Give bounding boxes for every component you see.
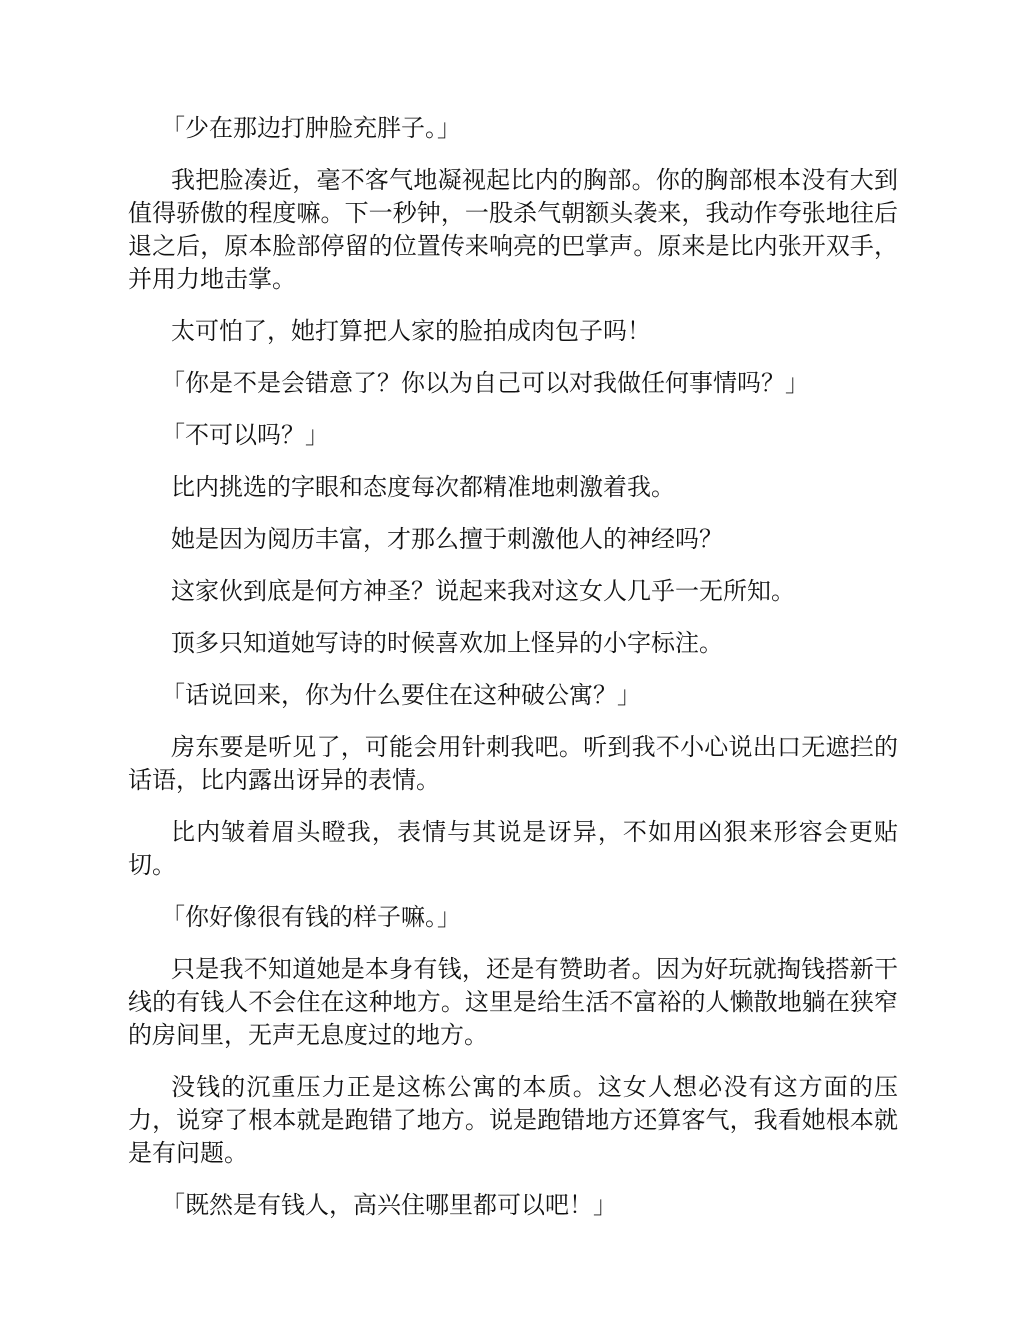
narration-paragraph: 房东要是听见了，可能会用针刺我吧。听到我不小心说出口无遮拦的话语，比内露出讶异的表情。: [128, 733, 898, 794]
narration-paragraph: 太可怕了，她打算把人家的脸拍成肉包子吗！: [171, 317, 651, 345]
dialogue-paragraph: 「你好像很有钱的样子嘛。」: [161, 903, 461, 931]
narration-paragraph: 这家伙到底是何方神圣？说起来我对这女人几乎一无所知。: [171, 577, 795, 605]
dialogue-paragraph: 「话说回来，你为什么要住在这种破公寓？」: [161, 681, 641, 709]
dialogue-paragraph: 「少在那边打肿脸充胖子。」: [161, 114, 461, 142]
dialogue-paragraph: 「你是不是会错意了？你以为自己可以对我做任何事情吗？」: [161, 369, 809, 397]
dialogue-paragraph: 「既然是有钱人，高兴住哪里都可以吧！」: [161, 1191, 617, 1219]
text-body: [128, 112, 898, 1241]
narration-paragraph: 没钱的沉重压力正是这栋公寓的本质。这女人想必没有这方面的压力，说穿了根本就是跑错了地方。说是跑错地方还算客气，我看她根本就是有问题。: [128, 1073, 898, 1167]
narration-paragraph: 我把脸凑近，毫不客气地凝视起比内的胸部。你的胸部根本没有大到值得骄傲的程度嘛。下一秒钟，一股杀气朝额头袭来，我动作夸张地往后退之后，原本脸部停留的位置传来响亮的巴掌声。原来是比内张开双手，并用力地击掌。: [128, 166, 898, 293]
narration-paragraph: 比内挑选的字眼和态度每次都精准地刺激着我。: [171, 473, 675, 501]
narration-paragraph: 顶多只知道她写诗的时候喜欢加上怪异的小字标注。: [171, 629, 723, 657]
narration-paragraph: 比内皱着眉头瞪我，表情与其说是讶异，不如用凶狠来形容会更贴切。: [128, 818, 898, 879]
narration-paragraph: 她是因为阅历丰富，才那么擅于刺激他人的神经吗？: [171, 525, 723, 553]
dialogue-paragraph: 「不可以吗？」: [161, 421, 329, 449]
narration-paragraph: 只是我不知道她是本身有钱，还是有赞助者。因为好玩就掏钱搭新干线的有钱人不会住在这种地方。这里是给生活不富裕的人懒散地躺在狭窄的房间里，无声无息度过的地方。: [128, 955, 898, 1049]
